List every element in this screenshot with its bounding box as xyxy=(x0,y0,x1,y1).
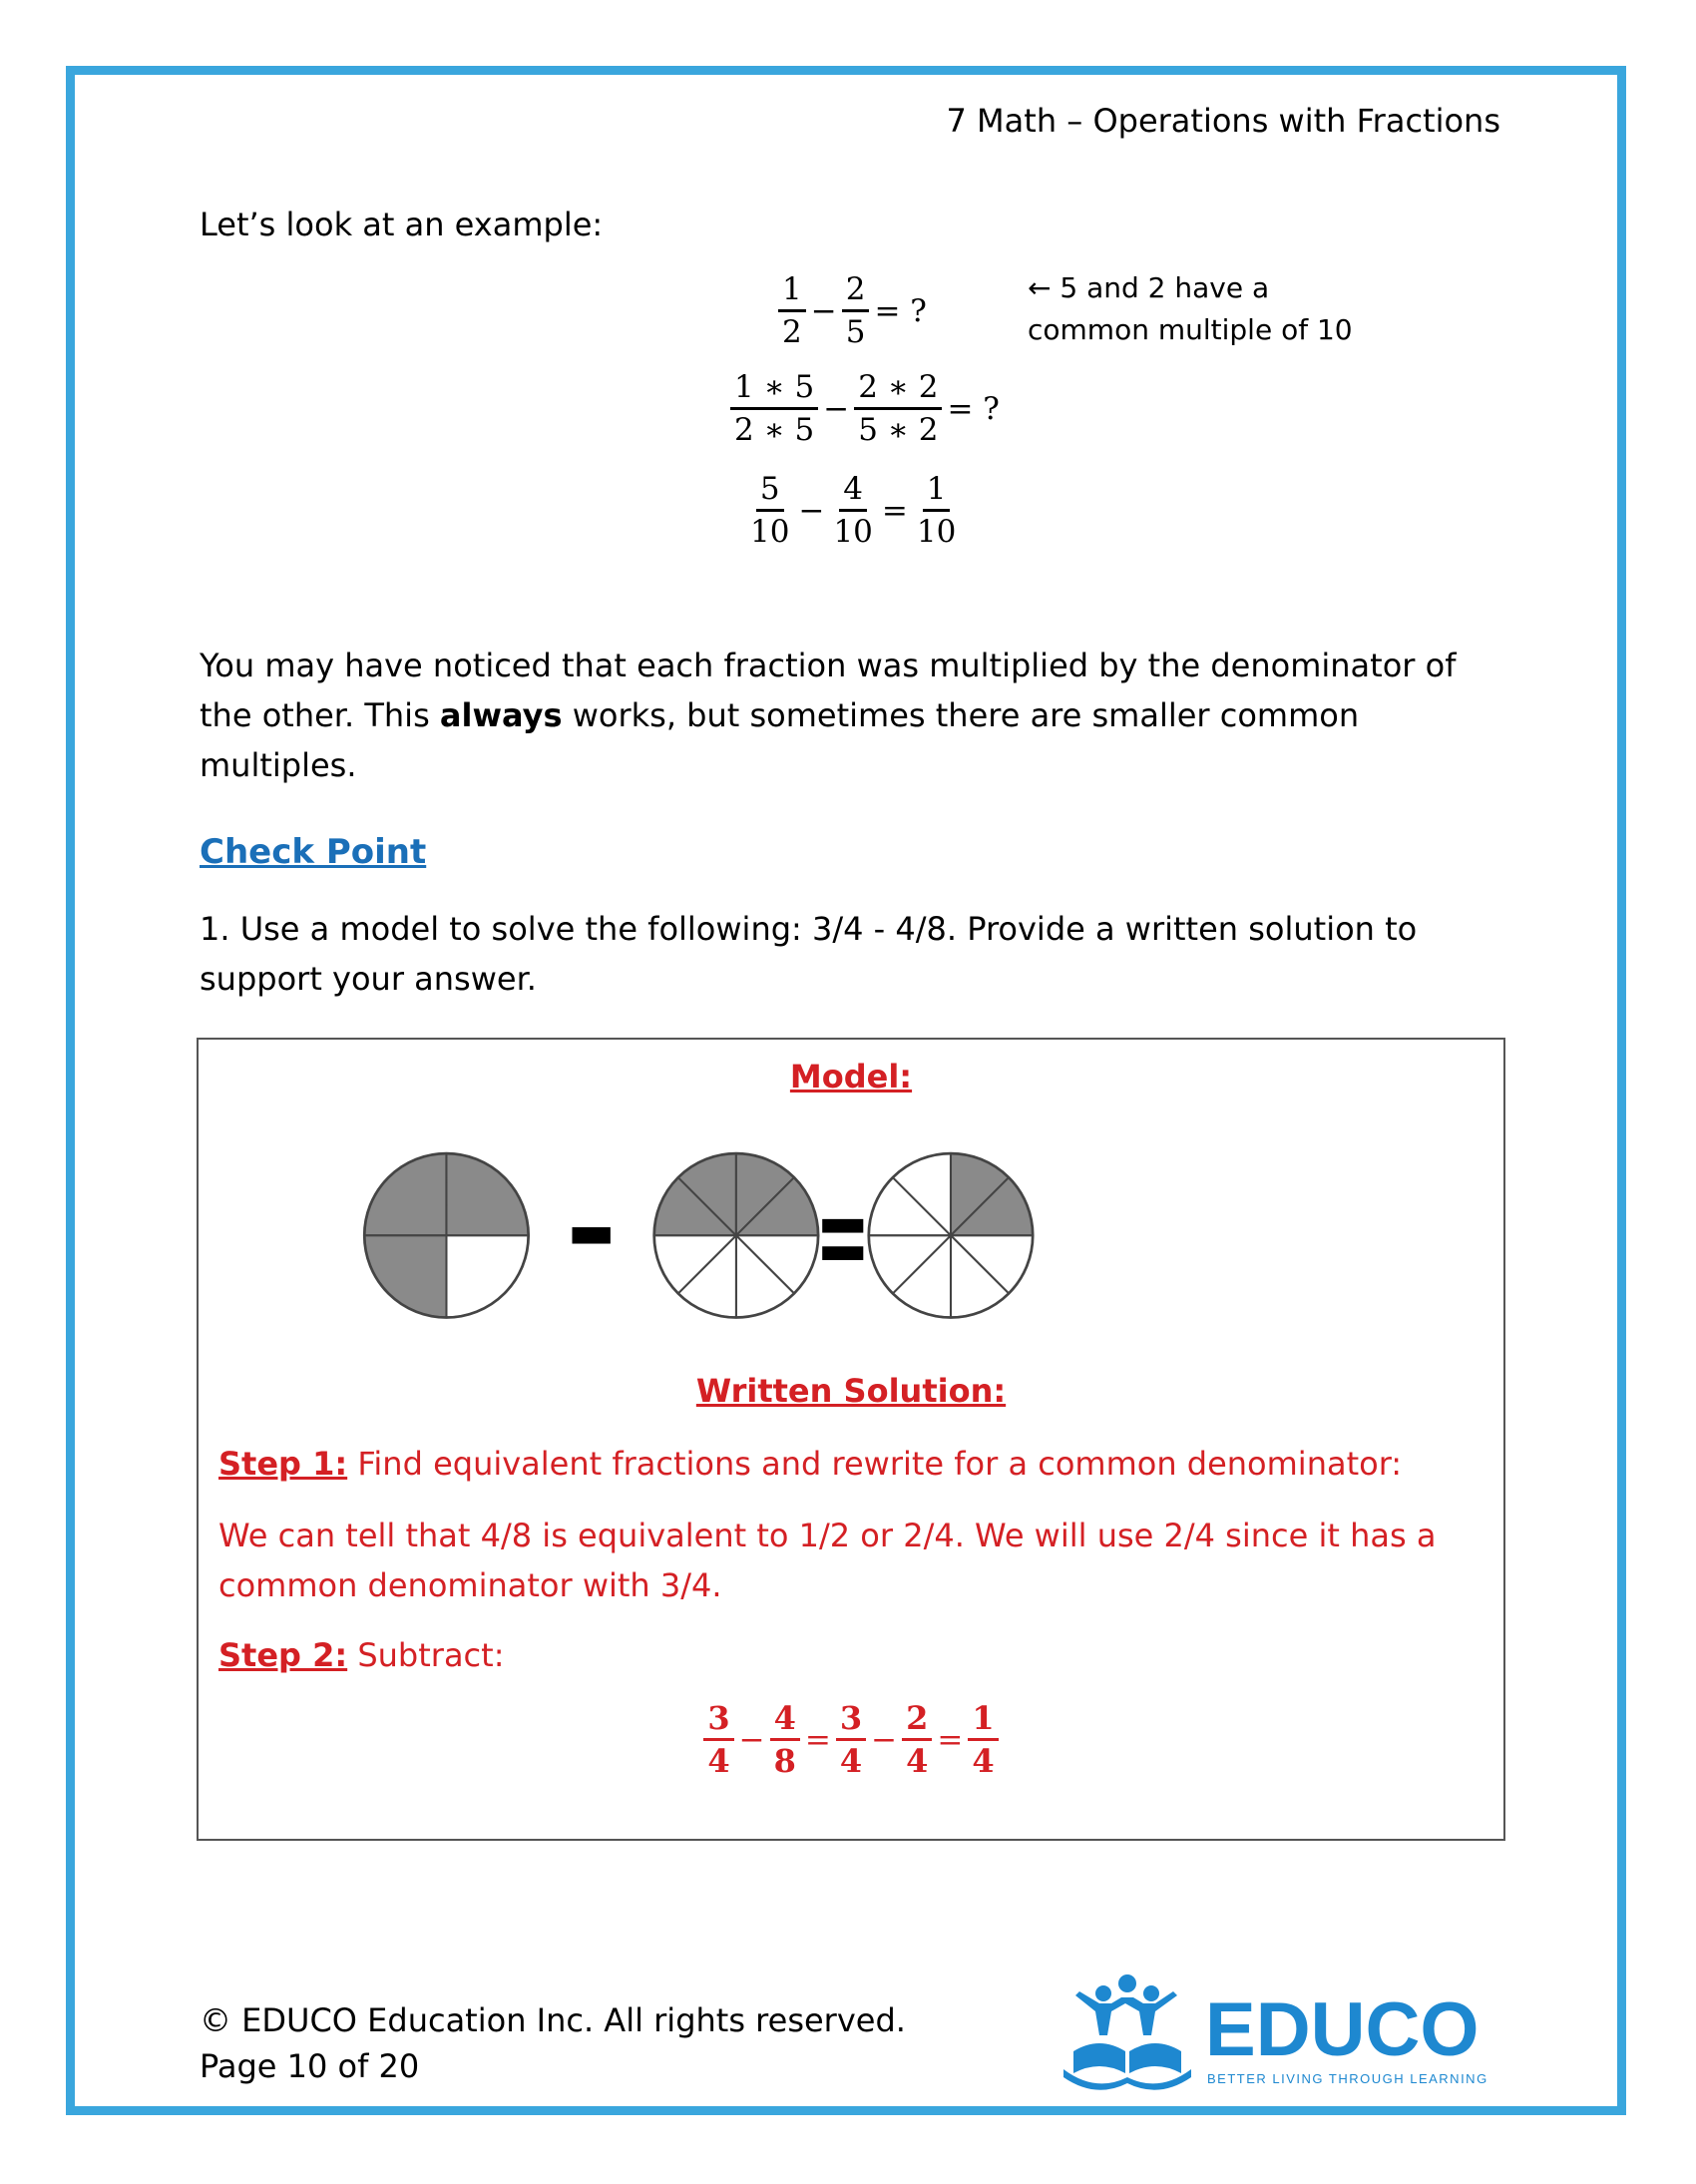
model-title: Model: xyxy=(789,1058,913,1095)
checkpoint-heading: Check Point xyxy=(200,832,427,872)
equals-operator-bottom xyxy=(822,1246,863,1260)
example-note: ← 5 and 2 have a common multiple of 10 xyxy=(1028,271,1353,346)
fraction: $\frac{1}{10}$ xyxy=(916,471,957,550)
minus-operator xyxy=(573,1227,611,1243)
fraction: $\frac{4}{10}$ xyxy=(833,471,873,550)
intro-text: Let’s look at an example: xyxy=(200,206,604,243)
answer-box xyxy=(197,1038,1505,1841)
page-number: Page 10 of 20 xyxy=(200,2047,420,2085)
fraction-circle-3 xyxy=(869,1153,1033,1317)
equals-operator-top xyxy=(822,1219,863,1233)
fraction: $\frac{1 ∗ 5}{2 ∗ 5}$ xyxy=(730,367,818,450)
fraction: $\frac{2}{4}$ xyxy=(902,1698,932,1781)
example-equation-1: $\frac{1}{2}$ − $\frac{2}{5}$ = ? xyxy=(778,269,932,352)
fraction: $\frac{3}{4}$ xyxy=(836,1698,866,1781)
final-equation: $\frac{3}{4}$ − $\frac{4}{8}$ = $\frac{3}{4}$ − $\frac{2}{4}$ = $\frac{1}{4}$ xyxy=(199,1698,1503,1781)
explanation-paragraph: You may have noticed that each fraction was multiplied by the denominator of the other. This always works, but sometimes there are smaller common multiples. xyxy=(200,647,1457,784)
footer xyxy=(200,1997,906,2089)
fraction: $\frac{1}{4}$ xyxy=(968,1698,998,1781)
fraction: $\frac{1}{2}$ xyxy=(778,269,806,352)
written-solution-title: Written Solution: xyxy=(695,1372,1007,1410)
fraction-circle-1 xyxy=(364,1153,528,1317)
fraction: $\frac{3}{4}$ xyxy=(703,1698,733,1781)
checkpoint-question: 1. Use a model to solve the following: 3/4 - 4/8. Provide a written solution to support your answer. xyxy=(200,910,1418,998)
copyright-text: © EDUCO Education Inc. All rights reserved. xyxy=(200,2001,906,2039)
fraction: $\frac{4}{8}$ xyxy=(770,1698,800,1781)
educo-logo xyxy=(1056,1973,1494,2093)
step-1: Step 1: Find equivalent fractions and rewrite for a common denominator: xyxy=(218,1445,1403,1483)
example-equation-3: $\frac{5}{10}$ − $\frac{4}{10}$ = $\frac{1}{10}$ xyxy=(746,469,960,552)
fraction: $\frac{2 ∗ 2}{5 ∗ 2}$ xyxy=(854,367,942,450)
fraction: $\frac{2}{5}$ xyxy=(842,269,870,352)
svg-text:BETTER LIVING THROUGH LEARNING: BETTER LIVING THROUGH LEARNING xyxy=(1207,2071,1488,2086)
page-header-title: 7 Math – Operations with Fractions xyxy=(946,102,1500,140)
step-1-note: We can tell that 4/8 is equivalent to 1/2 or 2/4. We will use 2/4 since it has a common denominator with 3/4. xyxy=(218,1517,1437,1604)
fraction-circle-2 xyxy=(654,1153,818,1317)
example-equation-2: $\frac{1 ∗ 5}{2 ∗ 5}$ − $\frac{2 ∗ 2}{5 ∗ 2}$ = ? xyxy=(730,367,1005,450)
svg-text:EDUCO: EDUCO xyxy=(1205,1987,1480,2072)
fraction-model xyxy=(199,1144,1503,1324)
fraction: $\frac{5}{10}$ xyxy=(750,471,790,550)
step-2: Step 2: Subtract: xyxy=(218,1636,505,1674)
